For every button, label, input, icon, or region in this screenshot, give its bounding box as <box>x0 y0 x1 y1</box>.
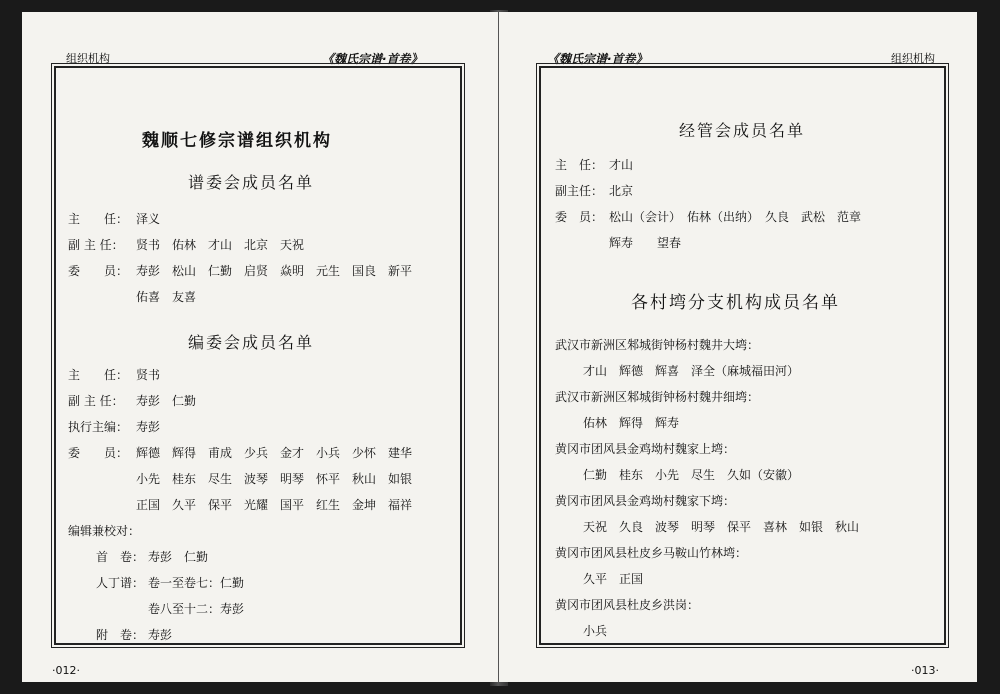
right-header-section: 组织机构 <box>891 52 935 65</box>
editorial-chief-editor-row: 执行主编： 寿彭 <box>68 420 161 434</box>
branch-members-4: 天祝 久良 波琴 明琴 保平 喜林 如银 秋山 <box>583 520 860 534</box>
editorial-deputy-row: 副 主 任： 寿彭 仁勤 <box>68 394 197 408</box>
genealogy-members-row-2: 佑喜 友喜 <box>136 290 197 304</box>
section-heading-branch-members: 各村塆分支机构成员名单 <box>631 293 840 313</box>
branch-members-5: 久平 正国 <box>583 572 644 586</box>
branch-members-1: 才山 辉德 辉喜 泽全（麻城福田河） <box>583 364 800 378</box>
left-page-number: ·012· <box>52 664 80 677</box>
section-heading-editorial-committee: 编委会成员名单 <box>188 333 315 352</box>
section-heading-genealogy-committee: 谱委会成员名单 <box>188 173 315 192</box>
branch-place-3: 黄冈市团风县金鸡坳村魏家上塆： <box>555 442 736 456</box>
editorial-director-row: 主 任： 贤书 <box>68 368 161 382</box>
left-frame <box>54 66 462 645</box>
genealogy-director-row: 主 任： 泽义 <box>68 212 161 226</box>
branch-place-6: 黄冈市团风县杜皮乡洪岗： <box>555 598 700 612</box>
proofreading-lineage-row: 人丁谱： 卷一至卷七：仁勤 <box>96 576 245 590</box>
branch-place-5: 黄冈市团风县杜皮乡马鞍山竹林塆： <box>555 546 748 560</box>
left-header-section: 组织机构 <box>66 52 110 65</box>
right-page-number: ·013· <box>911 664 939 677</box>
editorial-members-row-3: 正国 久平 保平 光耀 国平 红生 金坤 福祥 <box>136 498 413 512</box>
section-heading-management-committee: 经管会成员名单 <box>679 121 806 140</box>
management-members-row: 委 员： 松山（会计） 佑林（出纳） 久良 武松 范章 <box>555 210 862 224</box>
branch-members-2: 佑林 辉得 辉寿 <box>583 416 680 430</box>
section-heading-proofreading: 编辑兼校对： <box>68 524 141 538</box>
left-header-title: 《魏氏宗谱·首卷》 <box>322 52 423 66</box>
genealogy-deputy-row: 副 主 任： 贤书 佑林 才山 北京 天祝 <box>68 238 305 252</box>
editorial-members-row-2: 小先 桂东 尽生 波琴 明琴 怀平 秋山 如银 <box>136 472 413 486</box>
proofreading-appendix-row: 附 卷： 寿彭 <box>96 628 173 642</box>
right-frame <box>539 66 946 645</box>
proofreading-lineage-row-2: 卷八至十二：寿彭 <box>148 602 245 616</box>
editorial-members-row: 委 员： 辉德 辉得 甫成 少兵 金才 小兵 少怀 建华 <box>68 446 413 460</box>
right-page <box>499 12 977 682</box>
left-page <box>22 12 498 682</box>
management-deputy-row: 副主任： 北京 <box>555 184 634 198</box>
branch-place-1: 武汉市新洲区邾城街钟杨村魏井大塆： <box>555 338 760 352</box>
main-title: 魏顺七修宗谱组织机构 <box>142 131 332 151</box>
management-director-row: 主 任： 才山 <box>555 158 634 172</box>
branch-place-2: 武汉市新洲区邾城街钟杨村魏井细塆： <box>555 390 760 404</box>
right-header-title: 《魏氏宗谱·首卷》 <box>547 52 648 66</box>
genealogy-members-row: 委 员： 寿彭 松山 仁勤 启贤 焱明 元生 国良 新平 <box>68 264 413 278</box>
management-members-row-2: 辉寿 望春 <box>609 236 682 250</box>
branch-place-4: 黄冈市团风县金鸡坳村魏家下塆： <box>555 494 736 508</box>
branch-members-6: 小兵 <box>583 624 608 638</box>
branch-members-3: 仁勤 桂东 小先 尽生 久如（安徽） <box>583 468 800 482</box>
proofreading-first-volume-row: 首 卷： 寿彭 仁勤 <box>96 550 209 564</box>
